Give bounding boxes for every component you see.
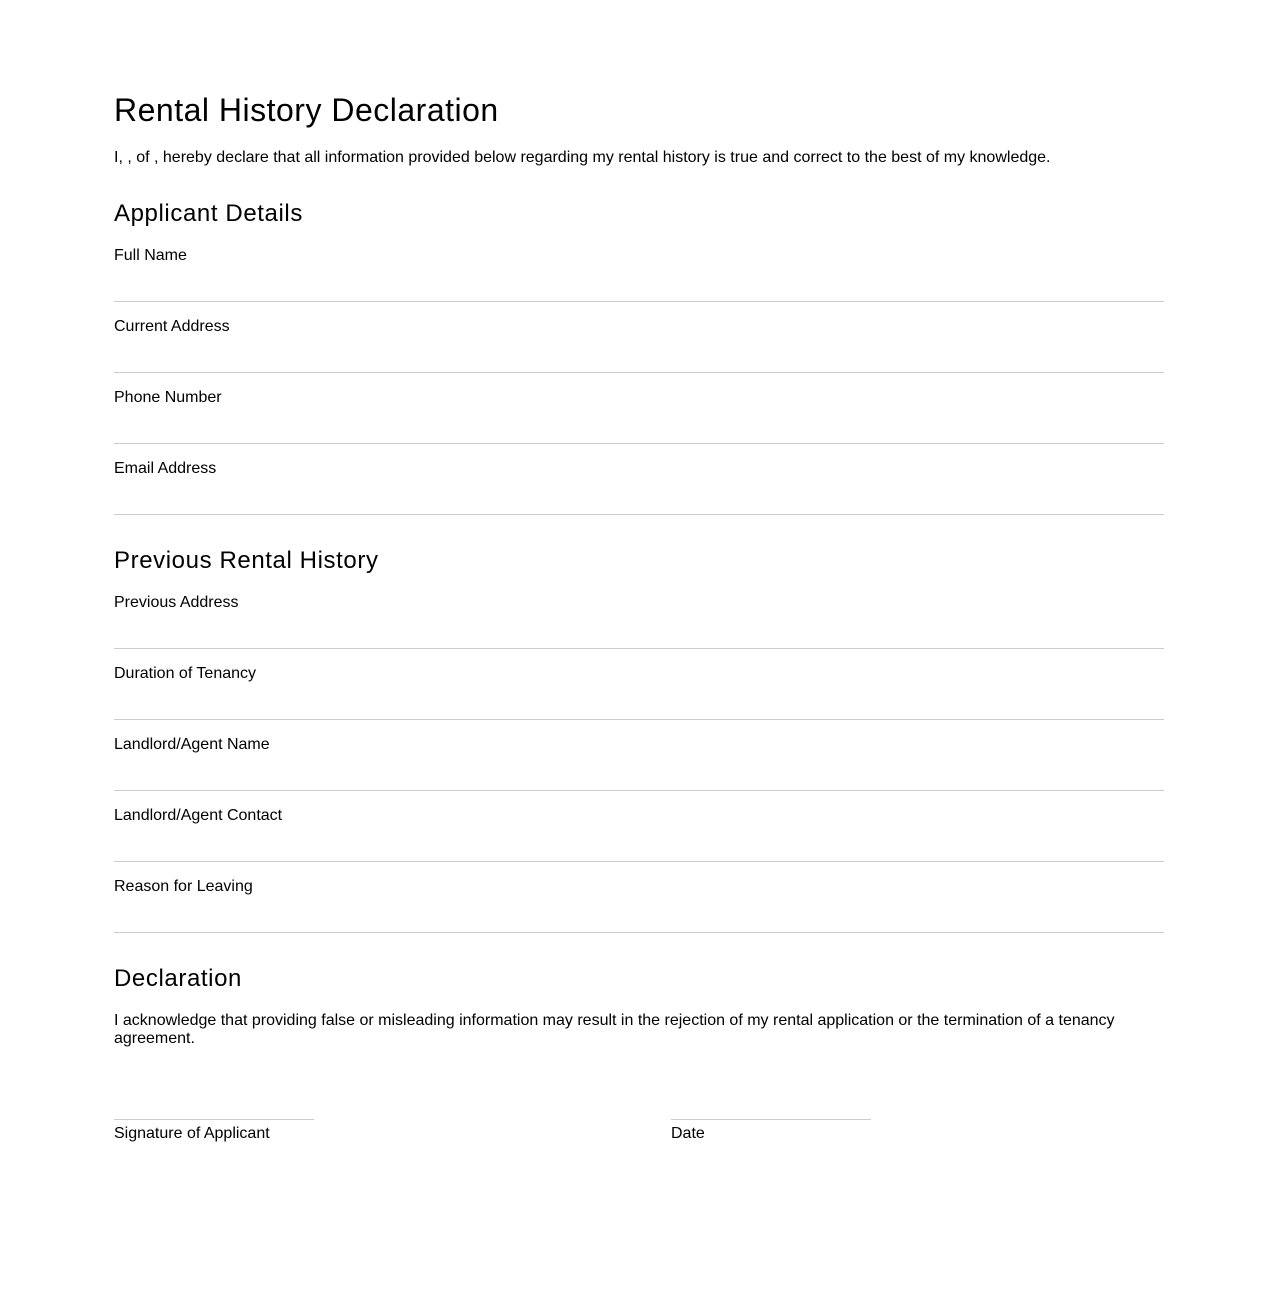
field-landlord-name[interactable]	[114, 720, 1164, 791]
field-label: Current Address	[114, 318, 230, 335]
field-label: Email Address	[114, 460, 217, 477]
field-previous-address[interactable]	[114, 578, 1164, 649]
field-label: Landlord/Agent Contact	[114, 807, 283, 824]
field-full-name[interactable]	[114, 231, 1164, 302]
document	[114, 0, 1164, 1159]
field-label: Reason for Leaving	[114, 878, 253, 895]
field-duration[interactable]	[114, 649, 1164, 720]
field-reason-for-leaving[interactable]	[114, 862, 1164, 933]
section-heading-declaration: Declaration	[114, 965, 242, 992]
signature-line[interactable]	[114, 1119, 314, 1143]
signature-block	[114, 1119, 1164, 1159]
field-label: Full Name	[114, 247, 187, 264]
declaration-text: I acknowledge that providing false or misleading information may result in the rejection of my rental application or the termination of a tenancy agreement.	[114, 1012, 1115, 1047]
field-label: Previous Address	[114, 594, 239, 611]
signature-label: Signature of Applicant	[114, 1125, 270, 1142]
field-label: Landlord/Agent Name	[114, 736, 270, 753]
date-label: Date	[671, 1125, 705, 1142]
field-label: Phone Number	[114, 389, 222, 406]
field-phone-number[interactable]	[114, 373, 1164, 444]
field-label: Duration of Tenancy	[114, 665, 257, 682]
page-title: Rental History Declaration	[114, 92, 499, 128]
field-current-address[interactable]	[114, 302, 1164, 373]
date-line[interactable]	[671, 1119, 871, 1143]
field-landlord-contact[interactable]	[114, 791, 1164, 862]
intro-statement: I, , of , hereby declare that all information provided below regarding my rental history is true and correct to the best of my knowledge.	[114, 149, 1051, 166]
field-email-address[interactable]	[114, 444, 1164, 515]
section-heading-history: Previous Rental History	[114, 547, 379, 574]
section-heading-applicant: Applicant Details	[114, 200, 303, 227]
